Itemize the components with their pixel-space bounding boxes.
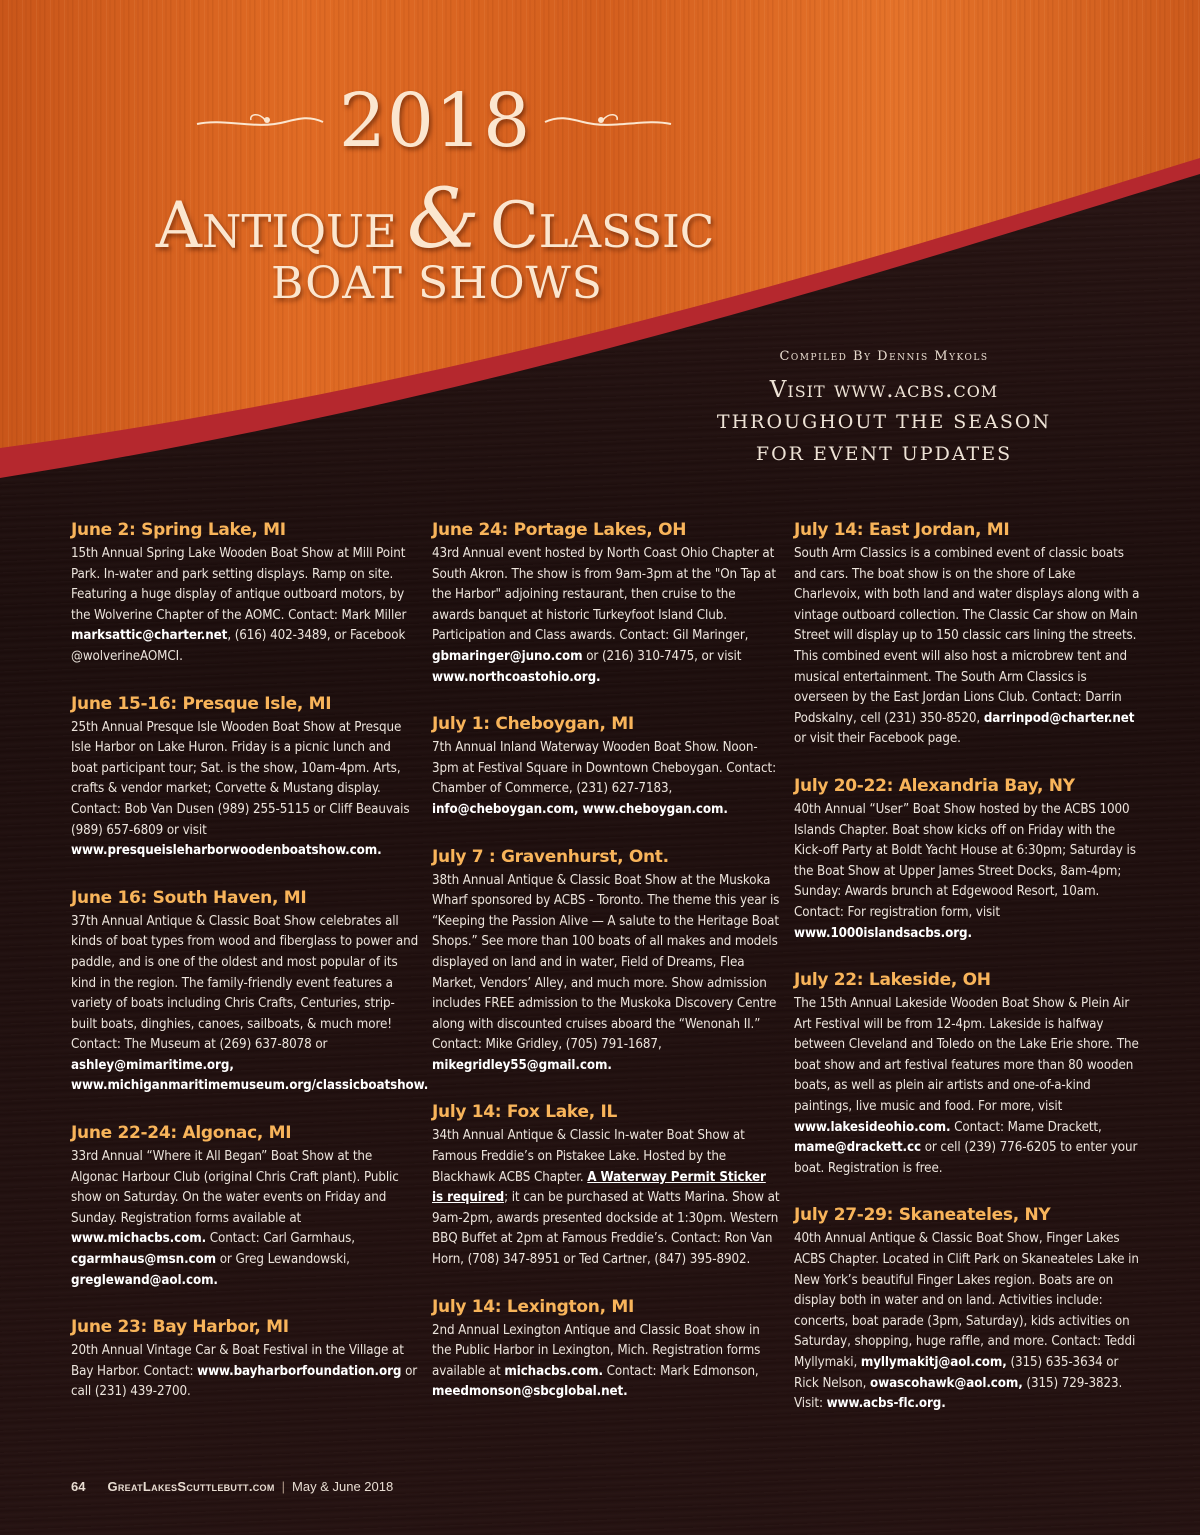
title-year: 2018	[338, 78, 532, 164]
event-entry	[71, 694, 419, 862]
event-description: 20th Annual Vintage Car & Boat Festival in the Village at Bay Harbor. Contact: www.bayharborfoundation.org or call (231) 439-2700.	[71, 1343, 418, 1400]
event-entry	[71, 520, 419, 668]
event-entry	[432, 714, 780, 820]
event-entry	[71, 887, 429, 1097]
title-antique: Antique	[155, 189, 397, 263]
event-description: 34th Annual Antique & Classic In-water Boat Show at Famous Freddie’s on Pistakee Lake. Hosted by the Blackhawk ACBS Chapter. A Waterway Permit Sticker is required; it can be purchased at Watts Marina. Show at 9am-2pm, awards presented dockside at 1:30pm. Western BBQ Buffet at 2pm at Famous Freddie’s. Contact: Ron Van Horn, (708) 347-8951 or Ted Cartner, (847) 395-8902.	[432, 1128, 780, 1268]
event-description: 33rd Annual “Where it All Began” Boat Show at the Algonac Harbour Club (original Chris Craft plant). Public show on Saturday. On the water events on Friday and Sunday. Registration forms available at www.michacbs.com. Contact: Carl Garmhaus, cgarmhaus@msn.com or Greg Lewandowski, greglewand@aol.com.	[71, 1149, 399, 1288]
event-description: 38th Annual Antique & Classic Boat Show at the Muskoka Wharf sponsored by ACBS - Toronto. The theme this year is “Keeping the Passion Alive — A salute to the Heritage Boat Shops.” See more than 100 boats of all makes and models displayed on land and in water, Field of Dreams, Flea Market, Vendors’ Alley, and much more. Show admission includes FREE admission to the Muskoka Discovery Centre along with discounted cruises aboard the “Wenonah II.” Contact: Mike Gridley, (705) 791-1687, mikegridley55@gmail.com.	[432, 872, 780, 1073]
event-title: July 27-29: Skaneateles, NY	[794, 1205, 1051, 1226]
event-entry	[432, 847, 780, 1077]
page-subtitle: BOAT SHOWS	[271, 258, 603, 309]
byline: Compiled By Dennis Mykols	[779, 349, 989, 364]
footer-separator: |	[281, 1479, 286, 1494]
event-entry	[794, 1205, 1142, 1414]
event-title: July 14: Lexington, MI	[432, 1296, 634, 1317]
event-title: June 16: South Haven, MI	[71, 887, 307, 908]
event-title: July 1: Cheboygan, MI	[432, 714, 634, 735]
event-description: South Arm Classics is a combined event of classic boats and cars. The boat show is on the shore of Lake Charlevoix, with both land and water displays along with a vintage outboard collection. The Classic Car show on Main Street will display up to 150 classic cars lining the streets. This combined event will also host a microbrew tent and musical entertainment. The South Arm Classics is overseen by the East Jordan Lions Club. Contact: Darrin Podskalny, cell (231) 350-8520, darrinpod@charter.net or visit their Facebook page.	[794, 546, 1140, 747]
footer-site[interactable]: GreatLakesScuttlebutt.com	[107, 1479, 275, 1494]
event-description: The 15th Annual Lakeside Wooden Boat Show & Plein Air Art Festival will be from 12-4pm. Lakeside is halfway between Cleveland and Toledo on the Lake Erie shore. The boat show and art festival features more than 80 wooden boats, as well as plein air artists and one-of-a-kind paintings, live music and food. For more, visit www.lakesideohio.com. Contact: Mame Drackett, mame@drackett.cc or cell (239) 776-6205 to enter your boat. Registration is free.	[794, 996, 1139, 1176]
visit-line-1: Visit www.acbs.com	[769, 377, 999, 403]
event-title: June 23: Bay Harbor, MI	[71, 1317, 289, 1338]
event-description: 2nd Annual Lexington Antique and Classic Boat show in the Public Harbor in Lexington, Mich. Registration forms available at michacbs.com. Contact: Mark Edmonson, meedmonson@sbcglobal.net.	[432, 1322, 761, 1400]
event-entry	[794, 520, 1142, 750]
event-entry	[432, 1102, 780, 1270]
page-number: 64	[71, 1479, 86, 1494]
column-3	[794, 520, 1142, 1441]
event-title: July 7 : Gravenhurst, Ont.	[432, 846, 669, 867]
event-description: 43rd Annual event hosted by North Coast Ohio Chapter at South Akron. The show is from 9am-3pm at the "On Tap at the Harbor" adjoining restaurant, then cruise to the awards banquet at historic Turkeyfoot Island Club. Participation and Class awards. Contact: Gil Maringer, gbmaringer@juno.com or (216) 310-7475, or visit www.northcoastohio.org.	[432, 546, 776, 685]
visit-line-3: FOR EVENT UPDATES	[755, 443, 1013, 465]
event-title: June 22-24: Algonac, MI	[71, 1123, 292, 1144]
page-title	[0, 172, 870, 267]
event-description: 40th Annual “User” Boat Show hosted by the ACBS 1000 Islands Chapter. Boat show kicks off on Friday with the Kick-off Party at Boldt Yacht House at 6:30pm; Saturday is the Boat Show at Upper James Street Docks, 8am-4pm; Sunday: Awards brunch at Edgewood Resort, 10am. Contact: For registration form, visit www.1000islandsacbs.org.	[794, 801, 1136, 941]
column-1	[71, 520, 429, 1429]
event-description: 25th Annual Presque Isle Wooden Boat Show at Presque Isle Harbor on Lake Huron. Friday is a picnic lunch and boat participant tour; Sat. is the show, 10am-4pm. Arts, crafts & vendor market; Corvette & Mustang display. Contact: Bob Van Dusen (989) 255-5115 or Cliff Beauvais (989) 657-6809 or visit www.presqueisleharborwoodenboatshow.com.	[71, 719, 410, 859]
title-classic: Classic	[489, 189, 715, 263]
event-entry	[794, 776, 1142, 944]
event-description: 7th Annual Inland Waterway Wooden Boat Show. Noon-3pm at Festival Square in Downtown Cheboygan. Contact: Chamber of Commerce, (231) 627-7183, info@cheboygan.com, www.cheboygan.com.	[432, 740, 777, 817]
visit-notice	[706, 374, 1062, 470]
visit-line-2: THROUGHOUT THE SEASON	[716, 411, 1052, 433]
title-ampersand: &	[406, 172, 480, 267]
event-title: July 22: Lakeside, OH	[794, 970, 991, 991]
event-title: July 14: East Jordan, MI	[794, 520, 1010, 540]
event-entry	[432, 1297, 780, 1403]
event-title: June 2: Spring Lake, MI	[71, 520, 286, 540]
event-title: June 24: Portage Lakes, OH	[432, 520, 687, 540]
event-entry	[71, 1317, 419, 1403]
event-entry	[71, 1123, 419, 1291]
event-title: July 14: Fox Lake, IL	[432, 1102, 618, 1123]
event-entry	[432, 520, 780, 688]
event-title: July 20-22: Alexandria Bay, NY	[794, 775, 1075, 796]
event-entry	[794, 970, 1142, 1179]
event-description: 40th Annual Antique & Classic Boat Show, Finger Lakes ACBS Chapter. Located in Clift Park on Skaneateles Lake in New York’s beautiful Finger Lakes region. Boats are on display both in water and on land. Activities include: concerts, boat parade (3pm, Saturday), kids activities on Saturday, shopping, huge raffle, and more. Contact: Teddi Myllymaki, myllymakitj@aol.com, (315) 635-3634 or Rick Nelson, owascohawk@aol.com, (315) 729-3823. Visit: www.acbs-flc.org.	[794, 1231, 1139, 1412]
column-2	[432, 520, 780, 1429]
event-description: 37th Annual Antique & Classic Boat Show celebrates all kinds of boat types from wood and fiberglass to power and paddle, and is one of the oldest and most popular of its kind in the region. The family-friendly event features a variety of boats including Chris Crafts, Centuries, strip-built boats, dinghies, canoes, sailboats, & much more! Contact: The Museum at (269) 637-8078 or ashley@mimaritime.org, www.michiganmaritimemuseum.org/classicboatshow.	[71, 913, 429, 1094]
page-footer	[71, 1479, 393, 1494]
event-description: 15th Annual Spring Lake Wooden Boat Show at Mill Point Park. In-water and park setting displays. Ramp on site. Featuring a huge display of antique outboard motors, by the Wolverine Chapter of the AOMC. Contact: Mark Miller marksattic@charter.net, (616) 402-3489, or Facebook @wolverineAOMCI.	[71, 546, 407, 664]
event-title: June 15-16: Presque Isle, MI	[71, 693, 332, 714]
footer-issue: May & June 2018	[292, 1479, 394, 1494]
